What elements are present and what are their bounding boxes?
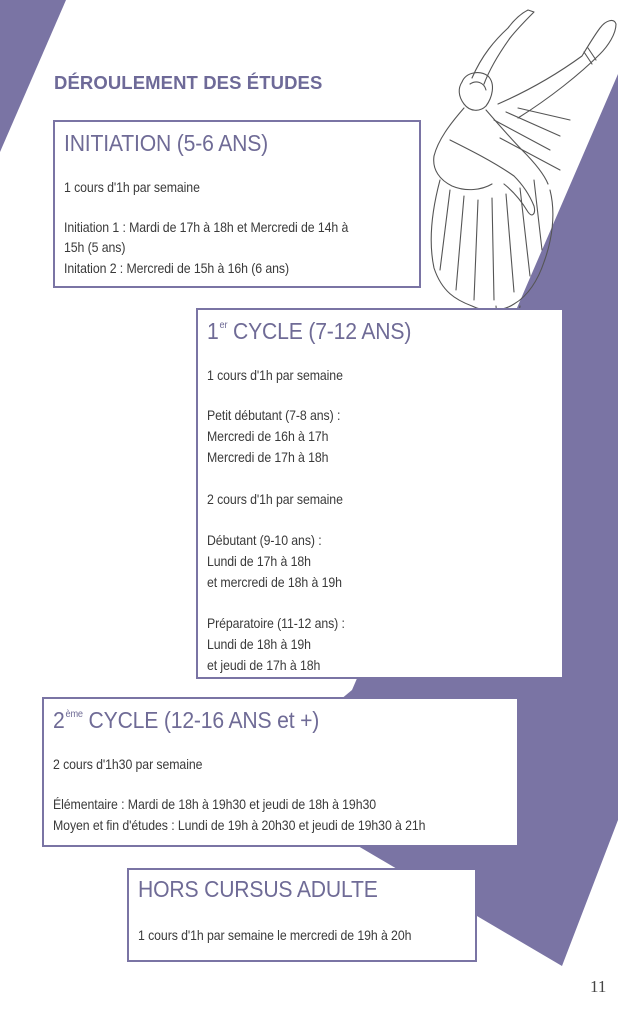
title-text: CYCLE (7-12 ANS) (227, 318, 412, 344)
title-text: CYCLE (12-16 ANS et +) (82, 707, 320, 733)
section-line: Mercredi de 16h à 17h (207, 428, 329, 444)
section-line: 1 cours d'1h par semaine le mercredi de 19h à 20h (138, 927, 412, 943)
section-line: Initiation 1 : Mardi de 17h à 18h et Mercredi de 14h à (64, 219, 349, 235)
section-line: 2 cours d'1h par semaine (207, 491, 343, 507)
section-premier-cycle (196, 308, 564, 679)
section-line: et mercredi de 18h à 19h (207, 574, 342, 590)
section-deuxieme-cycle (42, 697, 519, 847)
title-number: 2 (53, 707, 65, 733)
section-line: 15h (5 ans) (64, 239, 126, 255)
section-line: Débutant (9-10 ans) : (207, 532, 322, 548)
page-heading: DÉROULEMENT DES ÉTUDES (54, 72, 323, 93)
page-number: 11 (590, 977, 607, 996)
section-hors-cursus-adulte (127, 868, 477, 962)
title-superscript: er (219, 320, 228, 331)
section-title (207, 318, 411, 345)
section-title: INITIATION (5-6 ANS) (64, 130, 269, 156)
section-line: Moyen et fin d'études : Lundi de 19h à 20h30 et jeudi de 19h30 à 21h (53, 817, 426, 833)
section-line: et jeudi de 17h à 18h (207, 657, 321, 673)
title-superscript: ème (65, 709, 83, 720)
section-line: Petit débutant (7-8 ans) : (207, 407, 341, 423)
section-line: 1 cours d'1h par semaine (207, 367, 343, 383)
section-title: HORS CURSUS ADULTE (138, 876, 378, 902)
section-line: 2 cours d'1h30 par semaine (53, 756, 203, 772)
section-line: Mercredi de 17h à 18h (207, 449, 329, 465)
section-line: Lundi de 18h à 19h (207, 636, 311, 652)
section-initiation (53, 120, 421, 288)
section-line: Préparatoire (11-12 ans) : (207, 615, 345, 631)
section-line: 1 cours d'1h par semaine (64, 179, 200, 195)
section-line: Initation 2 : Mercredi de 15h à 16h (6 ans) (64, 260, 289, 276)
section-title (53, 707, 319, 734)
section-line: Lundi de 17h à 18h (207, 553, 311, 569)
title-number: 1 (207, 318, 219, 344)
section-line: Élémentaire : Mardi de 18h à 19h30 et jeudi de 18h à 19h30 (53, 796, 376, 812)
